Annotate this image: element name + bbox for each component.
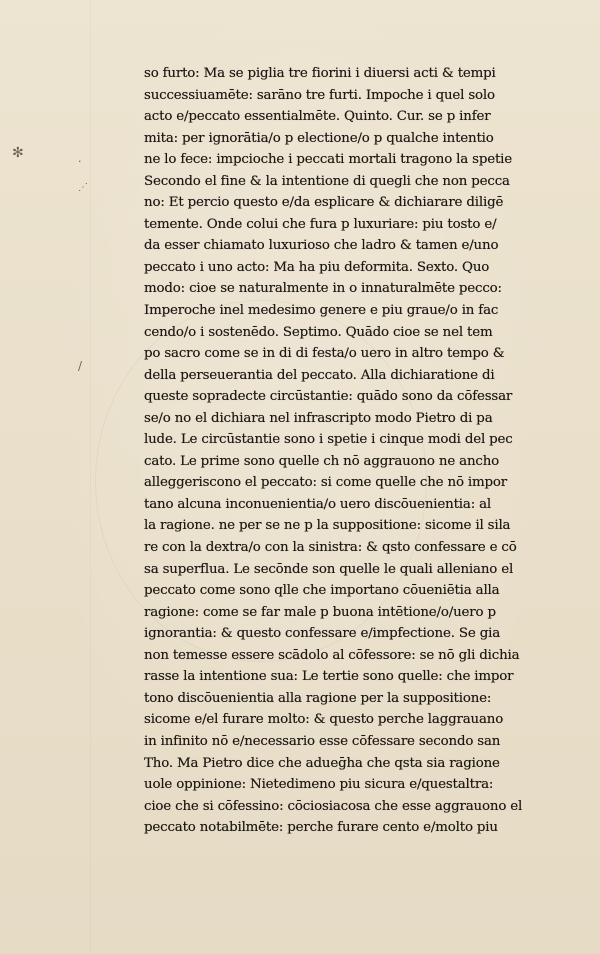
page-fold-line [90,0,91,954]
text-line: peccato come sono qlle che importano cōueniētia alla [144,583,500,599]
text-line: temente. Onde colui che fura p luxuriare: piu tosto e/ [144,216,497,232]
text-line: no: Et percio questo e/da esplicare & dichiarare diligē [144,195,504,211]
text-line: tono discōuenientia alla ragione per la suppositione: [144,690,492,706]
margin-dot-mark: · [78,155,82,168]
margin-dot-mark: ⋰ [78,182,88,193]
text-line: ragione: come se far male p buona intētione/o/uero p [144,604,496,620]
text-line: peccato i uno acto: Ma ha piu deformita. Sexto. Quo [144,259,490,275]
text-line: queste sopradecte circūstantie: quādo sono da cōfessar [144,389,513,405]
margin-tick-mark: / [78,359,83,373]
text-line: successiuamēte: sarāno tre furti. Impoche i quel solo [144,87,495,103]
text-line: Secondo el fine & la intentione di quegli che non pecca [144,173,510,189]
text-line: peccato notabilmēte: perche furare cento e/molto piu [144,820,498,836]
text-line: Tho. Ma Pietro dice che adueḡha che qsta sia ragione [144,755,500,771]
text-line: lude. Le circūstantie sono i spetie i cinque modi del pec [144,432,513,448]
text-line: so furto: Ma se piglia tre fiorini i diuersi acti & tempi [144,66,496,81]
text-line: cato. Le prime sono quelle ch nō aggrauono ne ancho [144,453,500,469]
text-line: da esser chiamato luxurioso che ladro & tamen e/uno [144,238,499,254]
text-line: ne lo fece: impcioche i peccati mortali tragono la spetie [144,152,513,168]
text-line: modo: cioe se naturalmente in o innaturalmēte pecco: [144,281,502,297]
margin-blot-mark: ✻ [12,145,24,161]
text-line: cendo/o i sostenēdo. Septimo. Quādo cioe se nel tem [144,324,493,340]
text-line: della perseuerantia del peccato. Alla dichiaratione di [144,367,495,383]
text-line: alleggeriscono el peccato: si come quelle che nō impor [144,475,508,491]
text-line: acto e/peccato essentialmēte. Quinto. Cur. se p infer [144,109,491,125]
text-line: se/o no el dichiara nel infrascripto modo Pietro di pa [144,410,493,426]
text-line: cioe che si cōfessino: cōciosiacosa che esse aggrauono el [144,798,523,814]
text-line: tano alcuna inconuenientia/o uero discōuenientia: al [144,496,492,512]
text-line: in infinito nō e/necessario esse cōfessare secondo san [144,733,501,749]
text-line: mita: per ignorātia/o p electione/o p qualche intentio [144,130,494,146]
text-line: rasse la intentione sua: Le tertie sono quelle: che impor [144,669,514,685]
text-column [144,63,568,839]
text-line: sicome e/el furare molto: & questo perche laggrauano [144,712,504,728]
text-line: non temesse essere scādolo al cōfessore: se nō gli dichia [144,647,520,663]
text-line: re con la dextra/o con la sinistra: & qsto confessare e cō [144,540,517,556]
text-line: po sacro come se in di di festa/o uero in altro tempo & [144,346,505,362]
text-line: sa superflua. Le secōnde son quelle le quali alleniano el [144,561,514,577]
text-line: la ragione. ne per se ne p la suppositione: sicome il sila [144,518,511,534]
text-line: ignorantia: & questo confessare e/impfectione. Se gia [144,626,501,642]
text-line: uole oppinione: Nietedimeno piu sicura e/questaltra: [144,777,494,793]
text-line: Imperoche inel medesimo genere e piu graue/o in fac [144,303,499,319]
